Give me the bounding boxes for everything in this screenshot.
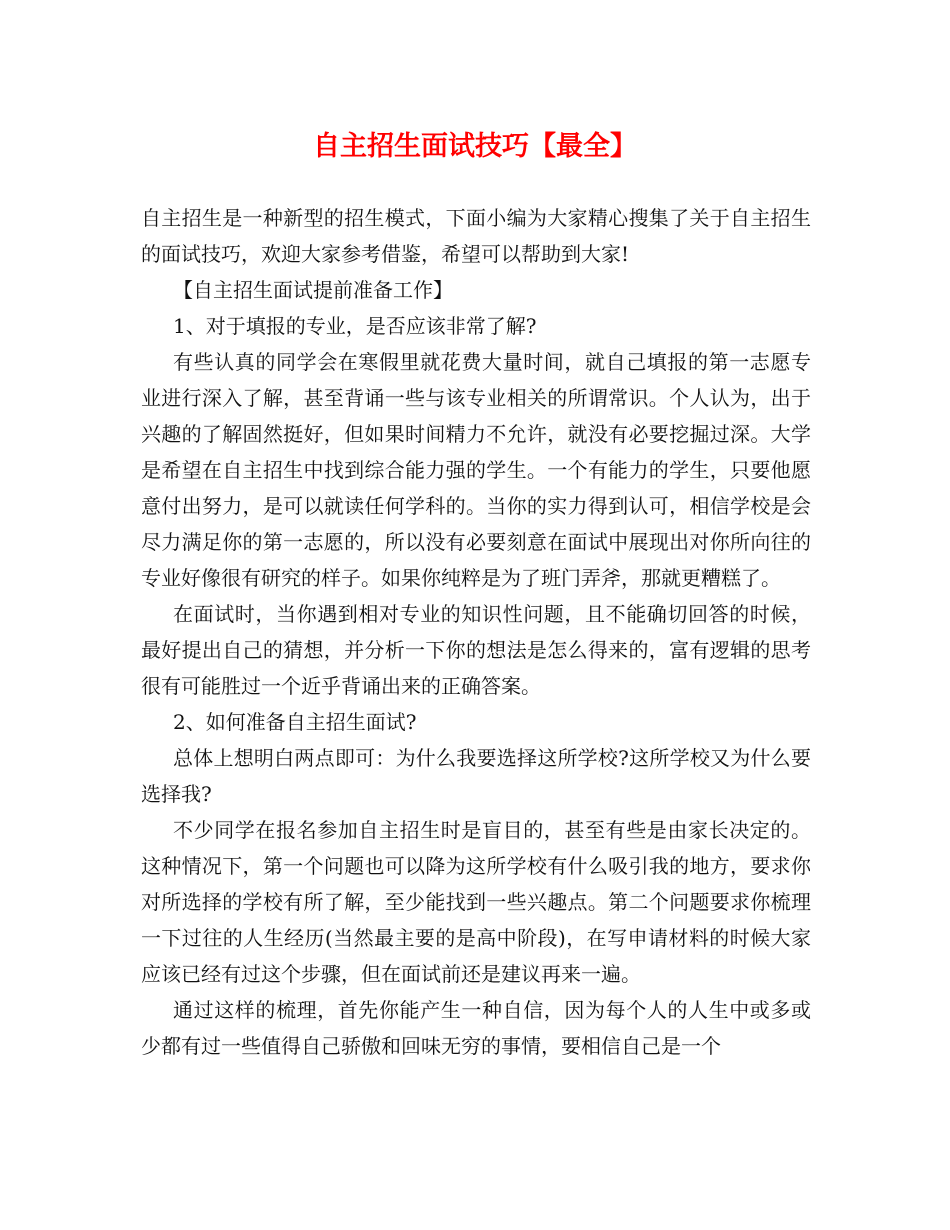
paragraph: 在面试时，当你遇到相对专业的知识性问题，且不能确切回答的时候，最好提出自己的猜想，并分析一下你的想法是怎么得来的，富有逻辑的思考很有可能胜过一个近乎背诵出来的正确答案。 — [141, 602, 811, 698]
document-body — [141, 200, 811, 1064]
paragraph: 有些认真的同学会在寒假里就花费大量时间，就自己填报的第一志愿专业进行深入了解，甚至背诵一些与该专业相关的所谓常识。个人认为，出于兴趣的了解固然挺好，但如果时间精力不允许，就没有必要挖掘过深。大学是希望在自主招生中找到综合能力强的学生。一个有能力的学生，只要他愿意付出努力，是可以就读任何学科的。当你的实力得到认可，相信学校是会尽力满足你的第一志愿的，所以没有必要刻意在面试中展现出对你所向往的专业好像很有研究的样子。如果你纯粹是为了班门弄斧，那就更糟糕了。 — [141, 350, 811, 590]
paragraph-intro: 自主招生是一种新型的招生模式，下面小编为大家精心搜集了关于自主招生的面试技巧，欢迎大家参考借鉴，希望可以帮助到大家! — [141, 206, 811, 266]
paragraph: 不少同学在报名参加自主招生时是盲目的，甚至有些是由家长决定的。这种情况下，第一个问题也可以降为这所学校有什么吸引我的地方，要求你对所选择的学校有所了解，至少能找到一些兴趣点。第二个问题要求你梳理一下过往的人生经历(当然最主要的是高中阶段)，在写申请材料的时候大家应该已经有过这个步骤，但在面试前还是建议再来一遍。 — [141, 818, 811, 986]
section-heading: 【自主招生面试提前准备工作】 — [173, 278, 453, 302]
question-heading-1: 1、对于填报的专业，是否应该非常了解? — [173, 314, 537, 338]
paragraph: 总体上想明白两点即可：为什么我要选择这所学校?这所学校又为什么要选择我? — [141, 746, 811, 806]
paragraph: 通过这样的梳理，首先你能产生一种自信，因为每个人的人生中或多或少都有过一些值得自己骄傲和回味无穷的事情，要相信自己是一个 — [141, 998, 811, 1058]
document-title: 自主招生面试技巧【最全】 — [313, 131, 637, 162]
question-heading-2: 2、如何准备自主招生面试? — [173, 710, 417, 734]
